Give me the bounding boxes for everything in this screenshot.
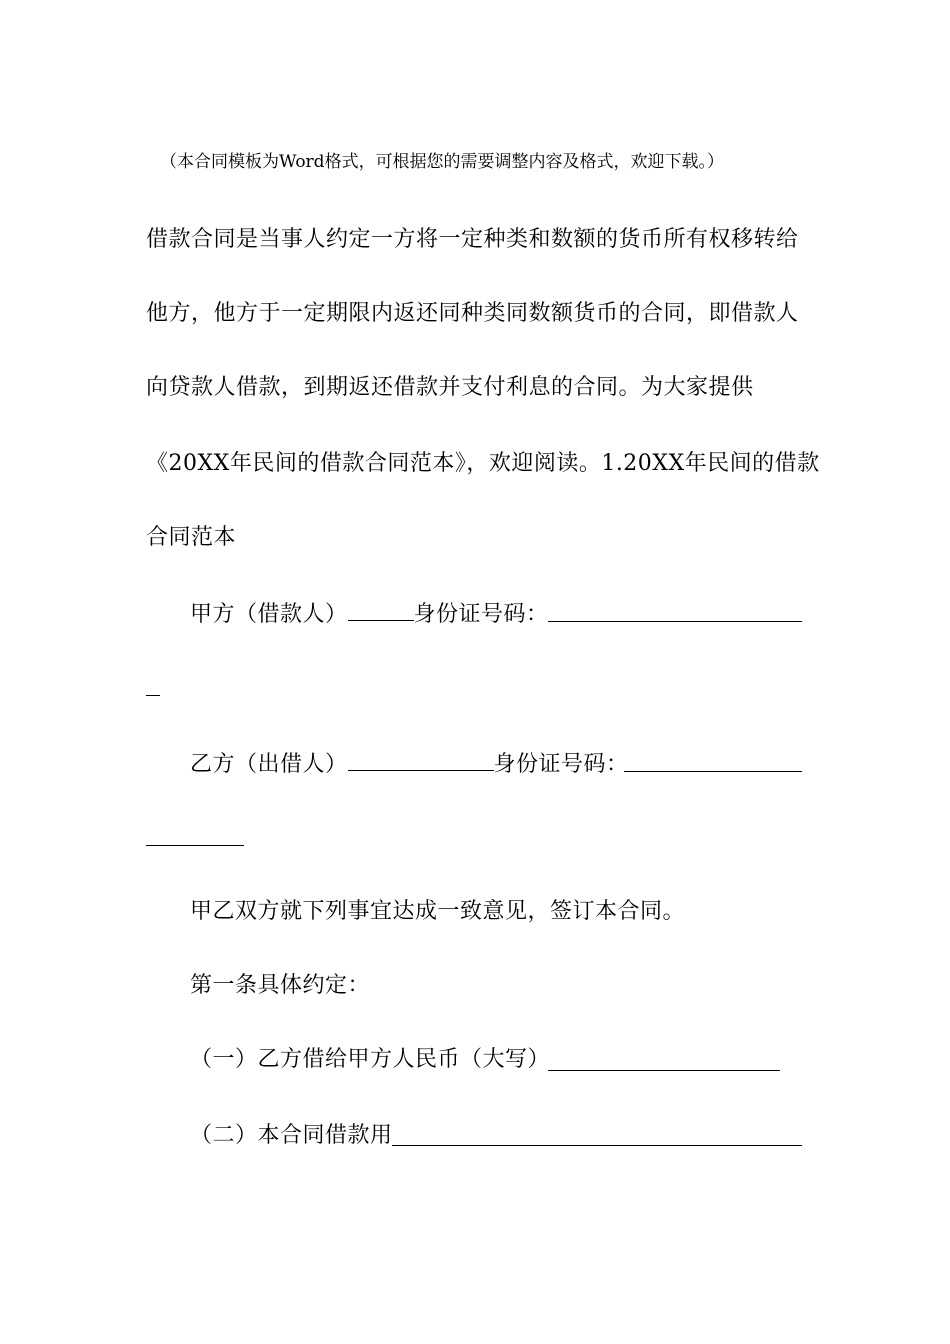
loan-amount-blank[interactable]: [548, 1070, 780, 1071]
party-b-name-blank[interactable]: [348, 748, 494, 771]
party-b-label: 乙方（出借人）: [190, 752, 348, 777]
intro-line-5: 合同范本: [146, 525, 237, 550]
article-1-title: 第一条具体约定：: [190, 973, 371, 998]
party-b-id-blank[interactable]: [624, 771, 802, 772]
party-a-id-blank-continued: [146, 695, 160, 696]
agreement-text: 甲乙双方就下列事宜达成一致意见，签订本合同。: [190, 899, 686, 924]
party-b-line: [190, 748, 629, 779]
article-1-item-1-text: （一）乙方借给甲方人民币（大写）: [190, 1047, 551, 1072]
party-a-line: [190, 598, 549, 629]
intro-line-1: 借款合同是当事人约定一方将一定种类和数额的货币所有权移转给: [146, 227, 799, 252]
party-a-id-blank[interactable]: [548, 621, 802, 622]
intro-line-4: 《20XX年民间的借款合同范本》，欢迎阅读。1.20XX年民间的借款: [146, 451, 820, 476]
article-1-item-1: [190, 1046, 550, 1074]
article-1-item-2-text: （二）本合同借款用: [190, 1123, 393, 1148]
intro-line-2: 他方，他方于一定期限内返还同种类同数额货币的合同，即借款人: [146, 301, 799, 326]
article-1-item-2: [190, 1122, 393, 1150]
party-a-label: 甲方（借款人）: [190, 602, 348, 627]
party-a-name-blank[interactable]: [348, 598, 414, 621]
party-a-id-label: 身份证号码：: [413, 602, 549, 627]
party-b-id-label: 身份证号码：: [493, 752, 629, 777]
intro-line-3: 向贷款人借款，到期返还借款并支付利息的合同。为大家提供: [146, 375, 754, 400]
loan-purpose-blank[interactable]: [392, 1145, 802, 1146]
template-note: （本合同模板为Word格式，可根据您的需要调整内容及格式，欢迎下载。）: [160, 152, 725, 172]
party-b-id-blank-continued: [146, 845, 244, 846]
